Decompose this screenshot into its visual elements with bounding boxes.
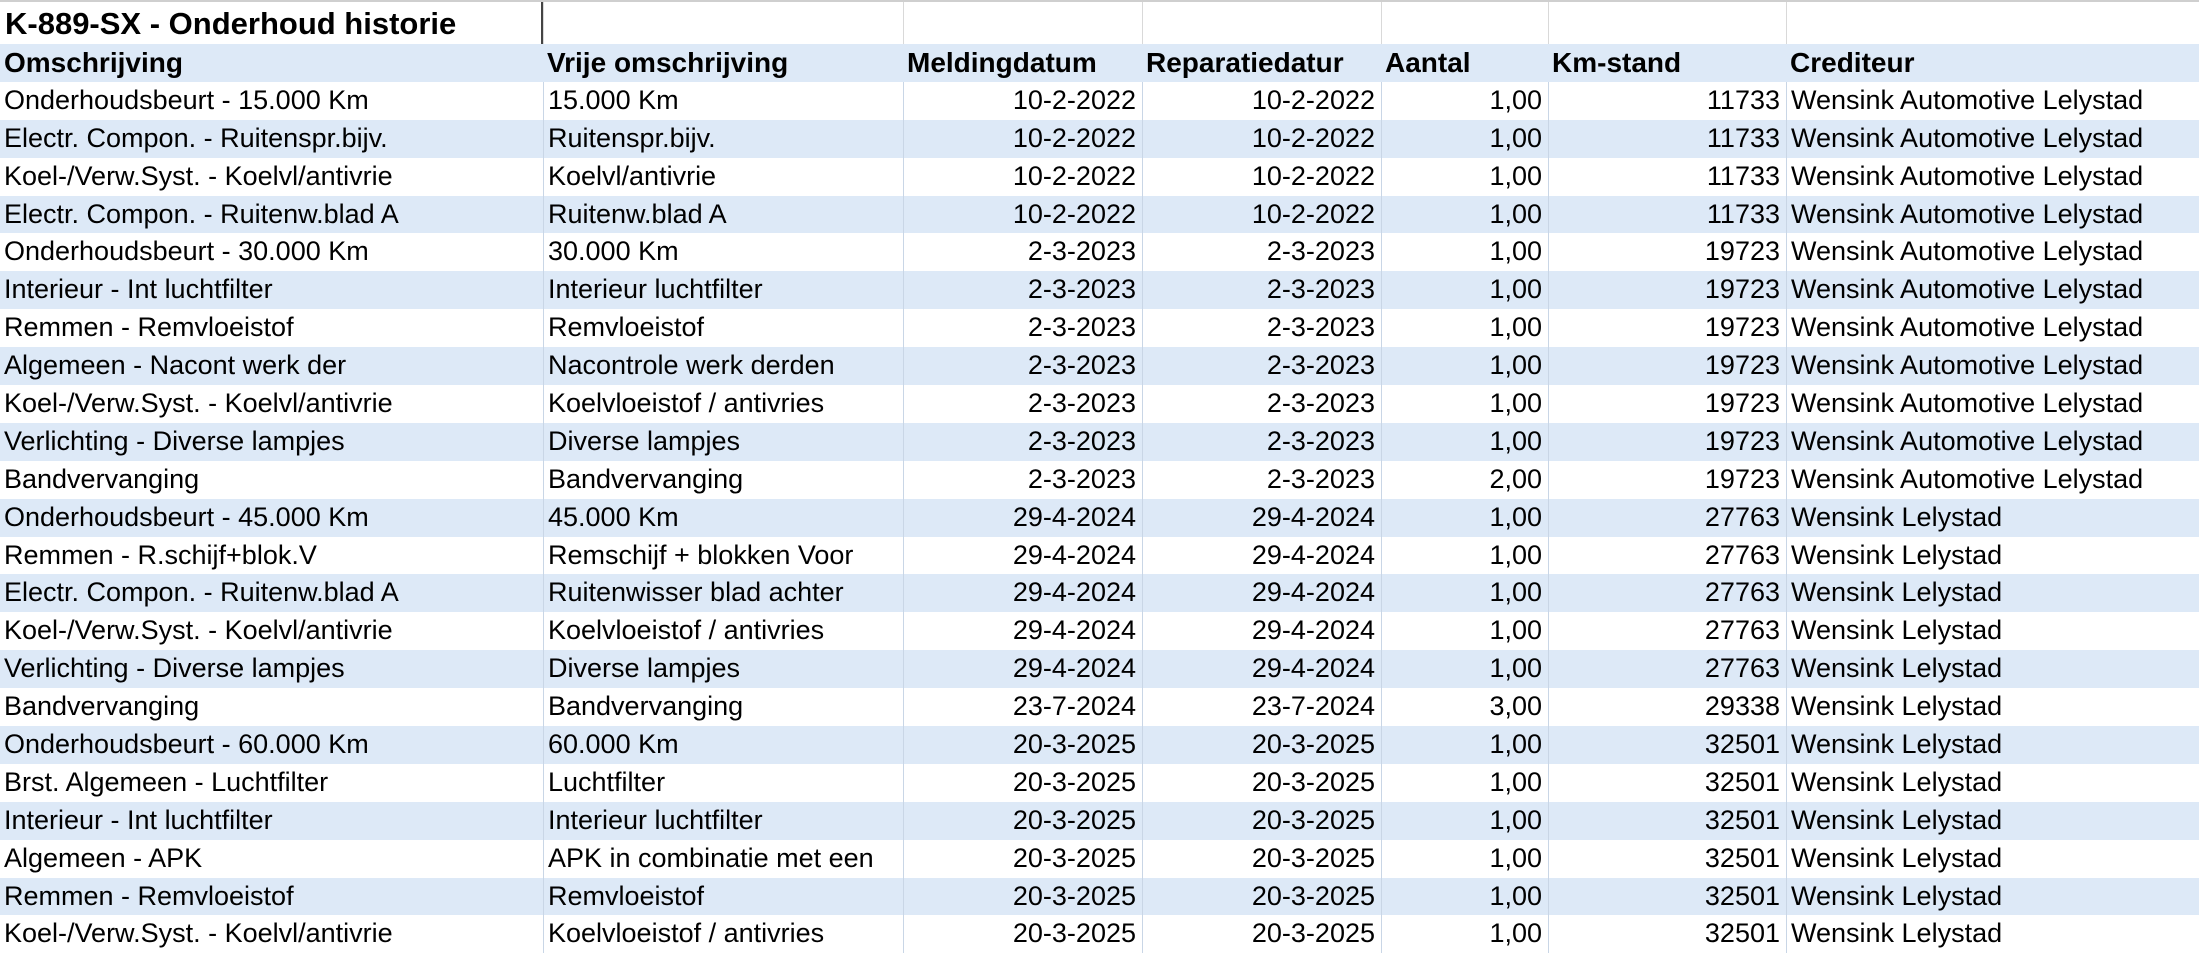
reparatiedatum-cell[interactable]: 2-3-2023 bbox=[1142, 461, 1381, 499]
aantal-cell[interactable]: 1,00 bbox=[1381, 120, 1548, 158]
km-stand-cell[interactable]: 11733 bbox=[1548, 120, 1786, 158]
vrije-omschrijving-cell[interactable]: Luchtfilter bbox=[543, 764, 903, 802]
omschrijving-cell[interactable]: Electr. Compon. - Ruitenspr.bijv. bbox=[4, 122, 388, 153]
km-stand-cell[interactable]: 19723 bbox=[1548, 271, 1786, 309]
omschrijving-cell[interactable]: Algemeen - APK bbox=[4, 842, 203, 873]
crediteur-cell[interactable]: Wensink Lelystad bbox=[1786, 764, 2199, 802]
omschrijving-cell[interactable]: Interieur - Int luchtfilter bbox=[4, 804, 273, 835]
vrije-omschrijving-cell[interactable]: 60.000 Km bbox=[543, 726, 903, 764]
empty-cell[interactable] bbox=[1548, 2, 1786, 44]
table-row bbox=[0, 650, 2199, 688]
header-crediteur[interactable]: Crediteur bbox=[1790, 47, 1915, 78]
aantal-cell[interactable]: 1,00 bbox=[1381, 499, 1548, 537]
table-row bbox=[0, 574, 2199, 612]
header-reparatiedatum[interactable]: Reparatiedatur bbox=[1146, 47, 1344, 78]
vrije-omschrijving-cell[interactable]: Diverse lampjes bbox=[543, 423, 903, 461]
meldingdatum-cell[interactable]: 10-2-2022 bbox=[903, 82, 1142, 120]
reparatiedatum-cell[interactable]: 20-3-2025 bbox=[1142, 840, 1381, 878]
aantal-cell[interactable]: 1,00 bbox=[1381, 802, 1548, 840]
vrije-omschrijving-cell[interactable]: Koelvloeistof / antivries bbox=[543, 915, 903, 953]
reparatiedatum-cell[interactable]: 29-4-2024 bbox=[1142, 499, 1381, 537]
meldingdatum-cell[interactable]: 2-3-2023 bbox=[903, 423, 1142, 461]
km-stand-cell[interactable]: 19723 bbox=[1548, 309, 1786, 347]
km-stand-cell[interactable]: 32501 bbox=[1548, 726, 1786, 764]
empty-cell[interactable] bbox=[1381, 2, 1548, 44]
table-row bbox=[0, 423, 2199, 461]
reparatiedatum-cell[interactable]: 20-3-2025 bbox=[1142, 726, 1381, 764]
vrije-omschrijving-cell[interactable]: Remschijf + blokken Voor bbox=[543, 537, 903, 575]
omschrijving-cell[interactable]: Interieur - Int luchtfilter bbox=[4, 274, 273, 305]
crediteur-cell[interactable]: Wensink Lelystad bbox=[1786, 650, 2199, 688]
vrije-omschrijving-cell[interactable]: Koelvloeistof / antivries bbox=[543, 612, 903, 650]
crediteur-cell[interactable]: Wensink Lelystad bbox=[1786, 537, 2199, 575]
aantal-cell[interactable]: 1,00 bbox=[1381, 726, 1548, 764]
crediteur-cell[interactable]: Wensink Lelystad bbox=[1786, 878, 2199, 916]
crediteur-cell[interactable]: Wensink Automotive Lelystad bbox=[1786, 158, 2199, 196]
omschrijving-cell[interactable]: Onderhoudsbeurt - 15.000 Km bbox=[4, 84, 369, 115]
km-stand-cell[interactable]: 32501 bbox=[1548, 802, 1786, 840]
table-row bbox=[0, 612, 2199, 650]
title-row bbox=[0, 0, 2199, 44]
table-row bbox=[0, 385, 2199, 423]
header-aantal[interactable]: Aantal bbox=[1385, 47, 1471, 78]
meldingdatum-cell[interactable]: 20-3-2025 bbox=[903, 764, 1142, 802]
reparatiedatum-cell[interactable]: 2-3-2023 bbox=[1142, 347, 1381, 385]
table-row bbox=[0, 461, 2199, 499]
reparatiedatum-cell[interactable]: 20-3-2025 bbox=[1142, 764, 1381, 802]
aantal-cell[interactable]: 1,00 bbox=[1381, 612, 1548, 650]
reparatiedatum-cell[interactable]: 2-3-2023 bbox=[1142, 309, 1381, 347]
vrije-omschrijving-cell[interactable]: Nacontrole werk derden bbox=[543, 347, 903, 385]
table-row bbox=[0, 499, 2199, 537]
aantal-cell[interactable]: 1,00 bbox=[1381, 385, 1548, 423]
aantal-cell[interactable]: 2,00 bbox=[1381, 461, 1548, 499]
aantal-cell[interactable]: 1,00 bbox=[1381, 196, 1548, 234]
crediteur-cell[interactable]: Wensink Lelystad bbox=[1786, 574, 2199, 612]
omschrijving-cell[interactable]: Onderhoudsbeurt - 45.000 Km bbox=[4, 501, 369, 532]
crediteur-cell[interactable]: Wensink Automotive Lelystad bbox=[1786, 120, 2199, 158]
crediteur-cell[interactable]: Wensink Automotive Lelystad bbox=[1786, 423, 2199, 461]
reparatiedatum-cell[interactable]: 20-3-2025 bbox=[1142, 915, 1381, 953]
reparatiedatum-cell[interactable]: 10-2-2022 bbox=[1142, 196, 1381, 234]
vrije-omschrijving-cell[interactable]: Koelvl/antivrie bbox=[543, 158, 903, 196]
crediteur-cell[interactable]: Wensink Lelystad bbox=[1786, 612, 2199, 650]
reparatiedatum-cell[interactable]: 10-2-2022 bbox=[1142, 82, 1381, 120]
table-row bbox=[0, 537, 2199, 575]
meldingdatum-cell[interactable]: 2-3-2023 bbox=[903, 271, 1142, 309]
crediteur-cell[interactable]: Wensink Automotive Lelystad bbox=[1786, 233, 2199, 271]
km-stand-cell[interactable]: 19723 bbox=[1548, 385, 1786, 423]
omschrijving-cell[interactable]: Remmen - R.schijf+blok.V bbox=[4, 539, 317, 570]
km-stand-cell[interactable]: 19723 bbox=[1548, 233, 1786, 271]
table-row bbox=[0, 271, 2199, 309]
meldingdatum-cell[interactable]: 29-4-2024 bbox=[903, 574, 1142, 612]
vrije-omschrijving-cell[interactable]: Ruitenw.blad A bbox=[543, 196, 903, 234]
aantal-cell[interactable]: 1,00 bbox=[1381, 915, 1548, 953]
crediteur-cell[interactable]: Wensink Lelystad bbox=[1786, 688, 2199, 726]
crediteur-cell[interactable]: Wensink Lelystad bbox=[1786, 726, 2199, 764]
vrije-omschrijving-cell[interactable]: Interieur luchtfilter bbox=[543, 802, 903, 840]
km-stand-cell[interactable]: 29338 bbox=[1548, 688, 1786, 726]
meldingdatum-cell[interactable]: 2-3-2023 bbox=[903, 347, 1142, 385]
vrije-omschrijving-cell[interactable]: Ruitenwisser blad achter bbox=[543, 574, 903, 612]
km-stand-cell[interactable]: 11733 bbox=[1548, 82, 1786, 120]
meldingdatum-cell[interactable]: 20-3-2025 bbox=[903, 878, 1142, 916]
empty-cell[interactable] bbox=[543, 2, 903, 44]
omschrijving-cell[interactable]: Koel-/Verw.Syst. - Koelvl/antivrie bbox=[4, 160, 393, 191]
meldingdatum-cell[interactable]: 29-4-2024 bbox=[903, 499, 1142, 537]
vrije-omschrijving-cell[interactable]: 45.000 Km bbox=[543, 499, 903, 537]
reparatiedatum-cell[interactable]: 20-3-2025 bbox=[1142, 802, 1381, 840]
table-row bbox=[0, 82, 2199, 120]
km-stand-cell[interactable]: 27763 bbox=[1548, 499, 1786, 537]
table-row bbox=[0, 726, 2199, 764]
reparatiedatum-cell[interactable]: 20-3-2025 bbox=[1142, 878, 1381, 916]
omschrijving-cell[interactable]: Brst. Algemeen - Luchtfilter bbox=[4, 766, 329, 797]
vrije-omschrijving-cell[interactable]: Interieur luchtfilter bbox=[543, 271, 903, 309]
omschrijving-cell[interactable]: Verlichting - Diverse lampjes bbox=[4, 653, 345, 684]
meldingdatum-cell[interactable]: 20-3-2025 bbox=[903, 840, 1142, 878]
reparatiedatum-cell[interactable]: 2-3-2023 bbox=[1142, 233, 1381, 271]
reparatiedatum-cell[interactable]: 2-3-2023 bbox=[1142, 423, 1381, 461]
meldingdatum-cell[interactable]: 10-2-2022 bbox=[903, 196, 1142, 234]
aantal-cell[interactable]: 1,00 bbox=[1381, 347, 1548, 385]
omschrijving-cell[interactable]: Remmen - Remvloeistof bbox=[4, 312, 294, 343]
table-row bbox=[0, 347, 2199, 385]
aantal-cell[interactable]: 1,00 bbox=[1381, 309, 1548, 347]
table-row bbox=[0, 764, 2199, 802]
meldingdatum-cell[interactable]: 2-3-2023 bbox=[903, 461, 1142, 499]
table-row bbox=[0, 120, 2199, 158]
omschrijving-cell[interactable]: Electr. Compon. - Ruitenw.blad A bbox=[4, 577, 399, 608]
km-stand-cell[interactable]: 32501 bbox=[1548, 840, 1786, 878]
reparatiedatum-cell[interactable]: 10-2-2022 bbox=[1142, 158, 1381, 196]
meldingdatum-cell[interactable]: 10-2-2022 bbox=[903, 120, 1142, 158]
crediteur-cell[interactable]: Wensink Lelystad bbox=[1786, 802, 2199, 840]
omschrijving-cell[interactable]: Bandvervanging bbox=[4, 463, 200, 494]
meldingdatum-cell[interactable]: 29-4-2024 bbox=[903, 612, 1142, 650]
omschrijving-cell[interactable]: Bandvervanging bbox=[4, 691, 200, 722]
km-stand-cell[interactable]: 27763 bbox=[1548, 650, 1786, 688]
crediteur-cell[interactable]: Wensink Automotive Lelystad bbox=[1786, 461, 2199, 499]
omschrijving-cell[interactable]: Verlichting - Diverse lampjes bbox=[4, 425, 345, 456]
crediteur-cell[interactable]: Wensink Lelystad bbox=[1786, 840, 2199, 878]
meldingdatum-cell[interactable]: 20-3-2025 bbox=[903, 802, 1142, 840]
empty-cell[interactable] bbox=[1142, 2, 1381, 44]
vrije-omschrijving-cell[interactable]: Koelvloeistof / antivries bbox=[543, 385, 903, 423]
meldingdatum-cell[interactable]: 29-4-2024 bbox=[903, 650, 1142, 688]
vrije-omschrijving-cell[interactable]: 15.000 Km bbox=[543, 82, 903, 120]
aantal-cell[interactable]: 1,00 bbox=[1381, 574, 1548, 612]
aantal-cell[interactable]: 1,00 bbox=[1381, 764, 1548, 802]
vrije-omschrijving-cell[interactable]: Diverse lampjes bbox=[543, 650, 903, 688]
omschrijving-cell[interactable]: Onderhoudsbeurt - 60.000 Km bbox=[4, 729, 369, 760]
header-vrije-omschrijving[interactable]: Vrije omschrijving bbox=[547, 47, 789, 78]
aantal-cell[interactable]: 1,00 bbox=[1381, 878, 1548, 916]
reparatiedatum-cell[interactable]: 29-4-2024 bbox=[1142, 650, 1381, 688]
aantal-cell[interactable]: 3,00 bbox=[1381, 688, 1548, 726]
aantal-cell[interactable]: 1,00 bbox=[1381, 840, 1548, 878]
header-km-stand[interactable]: Km-stand bbox=[1552, 47, 1682, 78]
aantal-cell[interactable]: 1,00 bbox=[1381, 233, 1548, 271]
omschrijving-cell[interactable]: Koel-/Verw.Syst. - Koelvl/antivrie bbox=[4, 388, 393, 419]
omschrijving-cell[interactable]: Koel-/Verw.Syst. - Koelvl/antivrie bbox=[4, 615, 393, 646]
vrije-omschrijving-cell[interactable]: Remvloeistof bbox=[543, 309, 903, 347]
vrije-omschrijving-cell[interactable]: 30.000 Km bbox=[543, 233, 903, 271]
header-row bbox=[0, 44, 2199, 82]
table-row bbox=[0, 196, 2199, 234]
crediteur-cell[interactable]: Wensink Automotive Lelystad bbox=[1786, 347, 2199, 385]
km-stand-cell[interactable]: 11733 bbox=[1548, 196, 1786, 234]
reparatiedatum-cell[interactable]: 29-4-2024 bbox=[1142, 574, 1381, 612]
crediteur-cell[interactable]: Wensink Automotive Lelystad bbox=[1786, 309, 2199, 347]
omschrijving-cell[interactable]: Onderhoudsbeurt - 30.000 Km bbox=[4, 236, 369, 267]
empty-cell[interactable] bbox=[903, 2, 1142, 44]
reparatiedatum-cell[interactable]: 10-2-2022 bbox=[1142, 120, 1381, 158]
table-row bbox=[0, 233, 2199, 271]
km-stand-cell[interactable]: 32501 bbox=[1548, 915, 1786, 953]
reparatiedatum-cell[interactable]: 29-4-2024 bbox=[1142, 537, 1381, 575]
omschrijving-cell[interactable]: Remmen - Remvloeistof bbox=[4, 880, 294, 911]
crediteur-cell[interactable]: Wensink Automotive Lelystad bbox=[1786, 82, 2199, 120]
km-stand-cell[interactable]: 27763 bbox=[1548, 537, 1786, 575]
km-stand-cell[interactable]: 19723 bbox=[1548, 347, 1786, 385]
table-body bbox=[0, 82, 2199, 953]
km-stand-cell[interactable]: 19723 bbox=[1548, 461, 1786, 499]
header-omschrijving[interactable]: Omschrijving bbox=[4, 47, 183, 78]
table-row bbox=[0, 802, 2199, 840]
km-stand-cell[interactable]: 32501 bbox=[1548, 764, 1786, 802]
meldingdatum-cell[interactable]: 29-4-2024 bbox=[903, 537, 1142, 575]
reparatiedatum-cell[interactable]: 29-4-2024 bbox=[1142, 612, 1381, 650]
crediteur-cell[interactable]: Wensink Automotive Lelystad bbox=[1786, 385, 2199, 423]
km-stand-cell[interactable]: 27763 bbox=[1548, 612, 1786, 650]
crediteur-cell[interactable]: Wensink Automotive Lelystad bbox=[1786, 196, 2199, 234]
vrije-omschrijving-cell[interactable]: Ruitenspr.bijv. bbox=[543, 120, 903, 158]
aantal-cell[interactable]: 1,00 bbox=[1381, 537, 1548, 575]
omschrijving-cell[interactable]: Electr. Compon. - Ruitenw.blad A bbox=[4, 198, 399, 229]
vrije-omschrijving-cell[interactable]: Bandvervanging bbox=[543, 688, 903, 726]
km-stand-cell[interactable]: 11733 bbox=[1548, 158, 1786, 196]
crediteur-cell[interactable]: Wensink Lelystad bbox=[1786, 915, 2199, 953]
reparatiedatum-cell[interactable]: 2-3-2023 bbox=[1142, 385, 1381, 423]
meldingdatum-cell[interactable]: 23-7-2024 bbox=[903, 688, 1142, 726]
table-row bbox=[0, 878, 2199, 916]
vrije-omschrijving-cell[interactable]: Remvloeistof bbox=[543, 878, 903, 916]
meldingdatum-cell[interactable]: 20-3-2025 bbox=[903, 915, 1142, 953]
aantal-cell[interactable]: 1,00 bbox=[1381, 82, 1548, 120]
sheet-title[interactable]: K-889-SX - Onderhoud historie bbox=[0, 2, 543, 44]
vrije-omschrijving-cell[interactable]: APK in combinatie met een bbox=[543, 840, 903, 878]
omschrijving-cell[interactable]: Algemeen - Nacont werk der bbox=[4, 350, 347, 381]
aantal-cell[interactable]: 1,00 bbox=[1381, 650, 1548, 688]
aantal-cell[interactable]: 1,00 bbox=[1381, 423, 1548, 461]
km-stand-cell[interactable]: 27763 bbox=[1548, 574, 1786, 612]
vrije-omschrijving-cell[interactable]: Bandvervanging bbox=[543, 461, 903, 499]
aantal-cell[interactable]: 1,00 bbox=[1381, 158, 1548, 196]
meldingdatum-cell[interactable]: 2-3-2023 bbox=[903, 309, 1142, 347]
km-stand-cell[interactable]: 19723 bbox=[1548, 423, 1786, 461]
meldingdatum-cell[interactable]: 20-3-2025 bbox=[903, 726, 1142, 764]
reparatiedatum-cell[interactable]: 2-3-2023 bbox=[1142, 271, 1381, 309]
km-stand-cell[interactable]: 32501 bbox=[1548, 878, 1786, 916]
reparatiedatum-cell[interactable]: 23-7-2024 bbox=[1142, 688, 1381, 726]
table-row bbox=[0, 309, 2199, 347]
empty-cell[interactable] bbox=[1786, 2, 2199, 44]
header-meldingdatum[interactable]: Meldingdatum bbox=[907, 47, 1097, 78]
meldingdatum-cell[interactable]: 2-3-2023 bbox=[903, 385, 1142, 423]
crediteur-cell[interactable]: Wensink Automotive Lelystad bbox=[1786, 271, 2199, 309]
table-row bbox=[0, 840, 2199, 878]
omschrijving-cell[interactable]: Koel-/Verw.Syst. - Koelvl/antivrie bbox=[4, 918, 393, 949]
crediteur-cell[interactable]: Wensink Lelystad bbox=[1786, 499, 2199, 537]
meldingdatum-cell[interactable]: 2-3-2023 bbox=[903, 233, 1142, 271]
table-row bbox=[0, 915, 2199, 953]
table-row bbox=[0, 158, 2199, 196]
meldingdatum-cell[interactable]: 10-2-2022 bbox=[903, 158, 1142, 196]
aantal-cell[interactable]: 1,00 bbox=[1381, 271, 1548, 309]
table-row bbox=[0, 688, 2199, 726]
